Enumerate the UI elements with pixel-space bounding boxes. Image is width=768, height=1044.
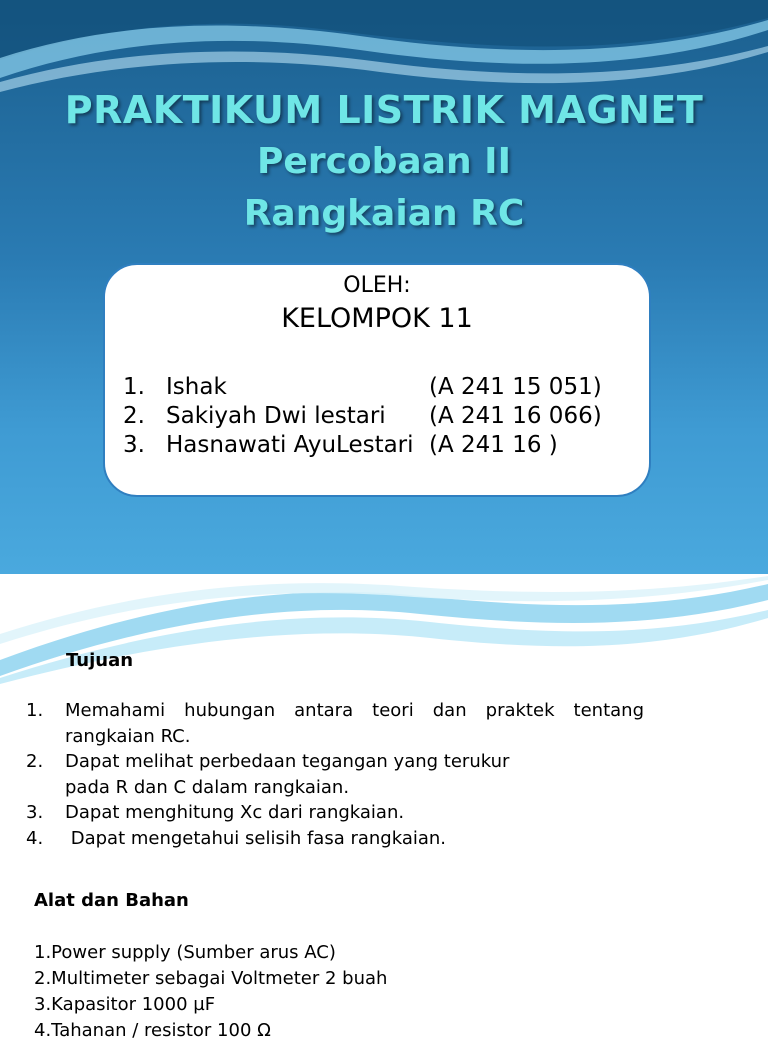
materials-list xyxy=(34,940,387,1044)
group-card xyxy=(103,263,651,497)
list-item: 1.Power supply (Sumber arus AC) xyxy=(34,942,336,963)
item-text: Dapat menghitung Xc dari rangkaian. xyxy=(65,802,405,823)
title-topic: Rangkaian RC xyxy=(243,193,525,234)
member-id: (A 241 16 ) xyxy=(429,432,558,458)
member-name: Ishak xyxy=(166,374,227,400)
list-item xyxy=(26,698,644,749)
title-main: PRAKTIKUM LISTRIK MAGNET xyxy=(64,88,704,132)
slide-title xyxy=(0,84,768,240)
member-id: (A 241 16 066) xyxy=(429,403,602,429)
item-text-continued: rangkaian RC. xyxy=(65,725,191,747)
by-label: OLEH: xyxy=(343,273,411,298)
member-number: 2. xyxy=(123,403,145,429)
member-list xyxy=(123,373,602,460)
item-number: 3. xyxy=(26,802,44,823)
content-slide xyxy=(0,574,768,1041)
list-item xyxy=(26,749,644,800)
list-item xyxy=(26,826,644,852)
item-text: Dapat mengetahui selisih fasa rangkaian. xyxy=(65,827,447,849)
member-item xyxy=(123,373,602,402)
item-number: 2. xyxy=(26,751,44,772)
group-label: KELOMPOK 11 xyxy=(281,303,473,334)
member-number: 3. xyxy=(123,432,145,458)
materials-heading: Alat dan Bahan xyxy=(34,890,189,911)
member-name: Hasnawati AyuLestari xyxy=(166,432,414,458)
item-text-continued: pada R dan C dalam rangkaian. xyxy=(65,776,350,798)
item-number: 1. xyxy=(26,700,44,721)
item-text: Memahami hubungan antara teori dan praktek tentang xyxy=(65,700,644,721)
member-id: (A 241 15 051) xyxy=(429,374,602,400)
list-item: 3.Kapasitor 1000 µF xyxy=(34,994,216,1015)
member-number: 1. xyxy=(123,374,145,400)
member-item xyxy=(123,402,602,431)
item-text: Dapat melihat perbedaan tegangan yang terukur xyxy=(65,751,510,772)
list-item: 2.Multimeter sebagai Voltmeter 2 buah xyxy=(34,968,388,989)
member-item xyxy=(123,431,602,460)
objectives-heading: Tujuan xyxy=(66,650,134,671)
list-item xyxy=(26,800,644,826)
title-experiment: Percobaan II xyxy=(257,141,511,182)
item-number: 4. xyxy=(26,827,44,849)
list-item: 4.Tahanan / resistor 100 Ω xyxy=(34,1020,271,1041)
member-name: Sakiyah Dwi lestari xyxy=(166,403,386,429)
objectives-list xyxy=(26,698,644,851)
